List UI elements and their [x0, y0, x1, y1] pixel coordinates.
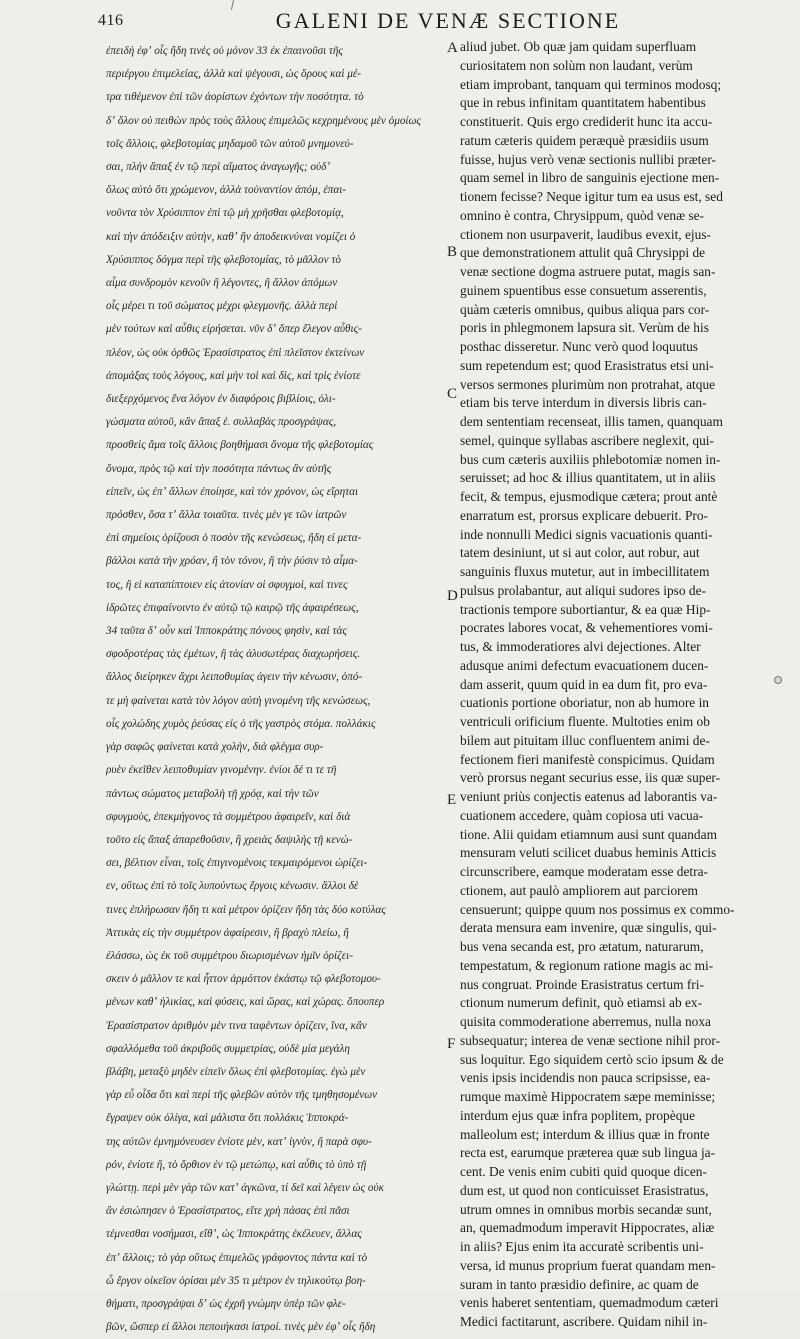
text-line: versa, id munus proprium fuerat quandam men- — [460, 1257, 716, 1273]
text-line: bus vena secanda est, pro ætatum, naturarum, — [460, 939, 704, 954]
text-line: cuationem accedere, quàm copiosa uti vacua- — [460, 807, 704, 823]
text-line: verò prorsus negant securius esse, iis quæ super- — [460, 770, 721, 786]
text-line: σφοδροτέρας τὰς ἐμέτων, ἢ τὰς ἀλυσωτέρας διαχωρήσεις. — [106, 648, 361, 661]
text-line: ρόν, ἐνίοτε ἤ, τὸ ὄρθιον ἐν τῷ μετώπῳ, καὶ αὖθις τὸ ὑπὸ τῇ — [106, 1158, 367, 1171]
text-line: γὰρ εὖ οἶδα ὅτι καὶ περὶ τῆς φλεβῶν αὐτὸν τῆς τμηθησομένων — [106, 1089, 378, 1102]
text-line: ρυὲν ἐκεῖθεν λειποθυμίαν γινομένην. ἐνίοι δέ τι τε τῆ — [106, 764, 337, 777]
text-line: quam semel in libro de sanguinis ejectione men- — [460, 170, 720, 186]
text-line: τινες ἐπλήρωσαν ἤδη τι καὶ μέτρον ὁρίζειν ἤδη τὰς δύο κοτύλας — [106, 903, 386, 916]
text-line: διεξερχόμενος ἕνα λόγον ἐν διαφόροις βιβλίοις, ὀλι- — [106, 393, 336, 406]
text-line: ctionum numerum definit, quò etiamsi ab ex- — [460, 995, 703, 1011]
text-line: βλάβη, μεταξὺ μηδὲν εἰπεῖν ὅλως ἐπὶ φλεβοτομίας. ἐγὼ μὲν — [106, 1065, 366, 1078]
text-line: ἂν ἐσιώπησεν ὁ Ἐρασίστρατος, εἴτε χρὴ πάσας ἐπὶ πᾶσι — [106, 1205, 350, 1218]
text-line: ὦ ἔργον οἰκεῖον ὁρίσαι μὲν 35 τι μέτρον ἐν τηλικούτῳ βοη- — [106, 1274, 366, 1287]
text-line: μὲν τούτων καὶ αὖθις εἰρήσεται. νῦν δʼ ὅπερ ἔλεγον αὖθις- — [106, 323, 362, 336]
text-line: versos sermones plurimùm non protrahat, atque — [460, 376, 716, 392]
text-line: πλέον, ὡς οὐκ ὀρθῶς Ἐρασίστρατος ἐπὶ πλεῖστον ἐκτείνων — [106, 346, 365, 359]
text-line: sus loquitur. Ego siquidem certò scio ipsum & de — [460, 1051, 724, 1067]
text-line: quàm cæteris omnibus, quibus aliqua pars cor- — [460, 301, 710, 317]
text-line: quisita commoderatione aberremus, nulla noxa — [460, 1014, 711, 1029]
text-line: fectionem fieri manifestè conspicimus. Quidam — [460, 751, 715, 767]
text-line: fecit, & tempus, ejusmodique cætera; prout antè — [460, 489, 718, 504]
text-line: pulsus prolabantur, aut aliqui sudores ipso de- — [460, 582, 707, 598]
text-line: aliud jubet. Ob quæ jam quidam superfluam — [460, 39, 697, 54]
text-line: omnino è contra, Chrysippum, quòd venæ se- — [460, 207, 704, 223]
text-line: poris in phlegmonem lapsura sit. Verùm de his — [460, 320, 709, 336]
text-line: τοῖς ἄλλοις, φλεβοτομίας μηδαμοῦ τῶν αὐτοῦ μνημονεύ- — [106, 137, 354, 150]
text-line: εἰπεῖν, ὡς ἐπʼ ἄλλων ἐποίησε, καὶ τὸν χρόνον, ὡς εἴρηται — [106, 485, 359, 498]
greek-text-column — [106, 40, 452, 1339]
text-line: καὶ τὴν ἀπόδειξιν αὐτὴν, καθʼ ἣν ἀποδεικνύναι νομίζει ὁ — [106, 230, 356, 243]
text-line: τος, ἢ εἰ καταπίπτοιεν εἰς ἀτονίαν οἱ σφυγμοὶ, καὶ τινες — [106, 578, 348, 591]
text-line: 34 ταῦτα δʼ οὖν καὶ Ἱπποκράτης πόνους φησὶν, καὶ τὰς — [106, 625, 347, 638]
text-line: sum repetendum est; quod Erasistratus etsi uni- — [460, 357, 714, 373]
text-line: posthac disseretur. Nunc verò quod loquutus — [460, 339, 699, 354]
text-line: Ἐρασίστρατον ἀριθμὸν μὲν τινα ταφέντων ὁρίζειν, ἵνα, κἂν — [106, 1019, 367, 1032]
text-line: inde nonnulli Medici signis vacuationis quanti- — [460, 526, 713, 542]
text-line: οἷς χολώδης χυμὸς ῥεύσας εἰς ὁ τῆς γαστρὸς στόμα. πολλάκις — [106, 717, 376, 730]
text-line: σφαλλόμεθα τοῦ ἀκριβοῦς συμμετρίας, οὐδὲ μία μεγάλη — [106, 1042, 350, 1055]
text-line: Medici factitarunt, ascribere. Quidam nihil in- — [460, 1314, 708, 1329]
text-line: dem sententiam recenseat, illis tamen, quanquam — [460, 414, 723, 429]
text-line: bus cum cæteris auxiliis phlebotomiæ nomen in- — [460, 451, 721, 467]
text-line: tione. Alii quidam etiamnum ausi sunt quandam — [460, 826, 717, 842]
margin-marker-d: D — [447, 588, 458, 604]
text-line: Χρύσιππος δόγμα περὶ τῆς φλεβοτομίας, τὸ μᾶλλον τὸ — [106, 253, 341, 266]
text-line: enarratum est, prorsus explicare debuerit. Pro- — [460, 507, 709, 523]
text-line: venis haberet sententiam, quemadmodum cæteri — [460, 1295, 719, 1311]
text-line: ἐλάσσω, ὡς ἐκ τοῦ συμμέτρου διωρισμένων ἡμῖν ὁρίζει- — [106, 949, 353, 962]
text-line: an, quemadmodum imperavit Hippocrates, aliæ — [460, 1220, 715, 1236]
text-line: σαι, πλὴν ἅπαξ ἐν τῷ περὶ αἵματος ἀναγωγῆς; οὐδʼ — [106, 161, 331, 174]
text-line: que demonstrationem attulit quâ Chrysippi de — [460, 245, 706, 261]
text-line: interdum ejus quæ infra poplitem, propèque — [460, 1107, 696, 1123]
text-line: venæ sectione dogma astruere putat, magis san- — [460, 264, 716, 279]
text-line: suram in tanto præsidio definire, ac quam de — [460, 1276, 699, 1292]
text-line: cent. De venis enim cubiti quid quoque dicen- — [460, 1164, 707, 1179]
text-line: ctionem non usurpaverit, laudibus evexit, ejus- — [460, 226, 712, 242]
text-line: Ἀττικὰς εἰς τὴν συμμέτρον ἀφαίρεσιν, ἢ βραχὺ πλείω, ἢ — [106, 926, 349, 939]
text-line: venis ipsis incidendis non pauca scripsisse, ea- — [460, 1070, 711, 1086]
text-line: etiam improbant, tanquam qui terminos modosq; — [460, 76, 722, 92]
text-line: ἄλλος διείρηκεν ἄχρι λειποθυμίας ἀγειν τὴν κένωσιν, ὁπό- — [106, 671, 363, 684]
text-line: γώσματα αὐτοῦ, κἂν ἅπαξ ἑ. συλλαβὰς προσγράψας, — [106, 416, 337, 429]
text-line: ἀπομάξας τοὺς λόγους, καὶ μὴν τοὶ καὶ δὶς, καὶ τρὶς ἐνίοτε — [106, 369, 361, 382]
text-line: censuerunt; quippe quum nos possimus ex commo- — [460, 901, 735, 917]
text-line: malleolum est; interdum & illius quæ in fronte — [460, 1126, 710, 1142]
text-line: ἔγραψεν οὐκ ὀλίγα, καὶ μάλιστα ὅτι πολλάκις Ἱπποκρά- — [106, 1112, 349, 1125]
text-line: περιέργου ἐπιμελείας, ἀλλὰ καὶ ψέγουσι, ὡς ὅρους καὶ μέ- — [106, 68, 361, 81]
text-line: γλώττῃ. περὶ μὲν γὰρ τῶν κατʼ ἀγκῶνα, τί δεῖ καὶ λέγειν ὡς οὐκ — [106, 1181, 384, 1194]
page-number: 416 — [98, 12, 124, 29]
margin-marker-a: A — [447, 40, 458, 56]
text-line: tatem desiniunt, ut si aut color, aut robur, aut — [460, 545, 700, 561]
text-line: seruisset; ad hoc & illius quantitatem, ut in aliis — [460, 470, 716, 486]
margin-marker-f: F — [447, 1036, 456, 1052]
text-line: προσθεὶς ἅμα τοῖς ἄλλοις βοηθήμασι ὄνομα τῆς φλεβοτομίας — [106, 439, 374, 452]
text-line: dam asserit, quum quid in ea dum fit, pro eva- — [460, 676, 708, 692]
text-line: βάλλοι κατὰ τὴν χρόαν, ἢ τὸν τόνον, ἢ τὴν ῥύσιν τὸ αἷμα- — [106, 555, 358, 568]
text-line: constituerit. Quis ergo crediderit hunc ita accu- — [460, 114, 713, 129]
text-line: bilem aut pituitam illuc confluentem animi de- — [460, 732, 710, 748]
text-line: ἐπʼ ἄλλοις; τὸ γὰρ οὕτως ἐπιμελῶς γράφοντος πάντα καὶ τὸ — [106, 1251, 368, 1264]
text-line: μένων καθʼ ἡλικίας, καὶ φύσεις, καὶ ὥρας, καὶ χώρας. ὅπουπερ — [106, 996, 385, 1009]
running-head: GALENI DE VENÆ SECTIONE — [275, 8, 621, 33]
text-line: semel, quinque syllabas ascribere neglexit, qui- — [460, 432, 714, 448]
text-line: nus congruat. Proinde Erasistratus certum fri- — [460, 976, 704, 992]
text-line: tus, & immoderatiores alvi dejectiones. Alter — [460, 639, 701, 654]
text-line: αἷμα συνδρομὸν κενοῦν ἢ λέγοντες, ἢ ἄλλον ἀπόμων — [106, 277, 338, 290]
text-line: τέμνεσθαι νοσήμασι, εἴθʼ, ὡς Ἱπποκράτης ἐκέλευεν, ἄλλας — [106, 1228, 362, 1241]
text-line: τρα τιθέμενον ἐπὶ τῶν ἀορίστων ἐχόντων τὴν ποσότητα. τὸ — [106, 91, 364, 104]
text-line: σφυγμοὺς, ἐπεκμήγονος τὰ συμμέτρου ἀφαιρεῖν, καὶ διὰ — [106, 810, 351, 823]
text-line: ὄνομα, πρὸς τῷ καὶ τὴν ποσότητα πάντως ἂν αὐτῆς — [106, 462, 332, 475]
text-line: curiositatem non solùm non laudant, verùm — [460, 57, 693, 73]
text-line: sanguinis fluxus mutetur, aut in imbecillitatem — [460, 564, 710, 579]
text-line: σκειν ὁ μᾶλλον τε καὶ ἧττον ἁρμόττον ἑκάστῳ τῷ φλεβοτομου- — [106, 973, 381, 986]
text-line: πάντως σώματος μεταβολὴ τῇ χρόᾳ, καὶ τὴν τῶν — [106, 787, 319, 800]
text-line: ἱδρῶτες ἐπιφαίνοιντο ἐν αὐτῷ τῷ καιρῷ τῆς ἀφαιρέσεως, — [106, 601, 359, 614]
text-line: adusque animi defectum evacuationem ducen- — [460, 657, 709, 673]
text-line: τε μὴ φαίνεται κατὰ τὸν λόγον αὐτὴ γινομένη τῆς κενώσεως, — [106, 694, 371, 707]
text-line: ratum cæteris quidem peræquè præsidiis usum — [460, 132, 709, 148]
text-line: pocrates labores vocat, & vehementiores vomi- — [460, 620, 713, 636]
text-line: fuisse, hujus verò venæ sectionis nullibi præter- — [460, 151, 716, 167]
text-line: ctionem, aut paulò ampliorem aut parciorem — [460, 882, 698, 898]
text-line: εν, οὕτως ἐπὶ τὸ τοῖς λυπούντως ἔργοις κένωσιν. ἄλλοι δὲ — [106, 880, 359, 893]
text-line: recta est, earumque præterea quæ sub lingua ja- — [460, 1145, 716, 1161]
text-line: βῶν, ὥσπερ εἰ ἄλλοι πεποιήκασι ἰατροί. τινὲς μὲν ἐφʼ οἷς ἤδη — [106, 1321, 376, 1334]
margin-marker-e: E — [447, 792, 457, 808]
latin-text-column — [460, 38, 760, 1332]
margin-marker-b: B — [447, 244, 458, 260]
text-line: tractionis tempore subortiantur, & ea quæ Hip- — [460, 601, 711, 617]
text-line: θήματι, προσγράψαι δʼ ὡς ἐχρῆ γνώμην ὑπὲρ τῶν φλε- — [106, 1297, 346, 1310]
text-line: in aliis? Ejus enim ita accuratè scribentis uni- — [460, 1239, 704, 1254]
margin-marker-c: C — [447, 386, 458, 402]
text-line: νοῦντα τὸν Χρύσιππον ἐπὶ τῷ μὴ χρῆσθαι φλεβοτομίᾳ, — [106, 207, 344, 220]
text-line: ἐπειδὴ ἐφʼ οἷς ἤδη τινὲς οὐ μόνον 33 ἐκ ἐπαινοῦσι τῆς — [106, 45, 343, 57]
text-line: que in rebus infinitam quantitatem habentibus — [460, 95, 706, 111]
text-line: δʼ ὅλον οὐ πειθὼν πρὸς τοὺς ἄλλους ἐπιμελῶς κεχρημένους μὲν ὁμοίως — [106, 114, 421, 127]
margin-dot — [774, 676, 782, 684]
text-line: tionem fecisse? Neque igitur tum ea usus est, sed — [460, 189, 723, 204]
text-line: ventriculi orificium fluente. Multoties enim ob — [460, 714, 710, 729]
text-line: veniunt priùs conjectis eatenus ad laborantis va- — [460, 789, 718, 804]
text-line: τοῦτο εἰς ἅπαξ ἀπαρεθοῦσιν, ἢ χρειὰς δαψιλὴς τῇ κενώ- — [106, 833, 353, 846]
text-line: ὅλως αὐτὸ ὅτι χρώμενον, ἀλλὰ τοὐναντίον ἀπόμ, ἐπαι- — [106, 184, 347, 197]
stray-mark — [231, 0, 234, 10]
text-line: circunscribere, eamque moderatam esse detra- — [460, 864, 708, 879]
text-line: derata mensura eam invenire, quæ singulis, qui- — [460, 920, 717, 936]
text-line: γὰρ σαφῶς φαίνεται κατὰ χολὴν, διὰ φλέγμα συρ- — [106, 741, 324, 754]
text-line: οἷς μέρει τι τοῦ σώματος μέχρι φλεγμονῆς. ἀλλὰ περὶ — [106, 300, 338, 313]
text-line: της αὐτῶν ἐμνημόνευσεν ἐνίοτε μὲν, κατʼ ἰγνὺν, ἢ παρὰ σφυ- — [106, 1135, 372, 1148]
text-line: etiam bis terve interdum in diversis libris can- — [460, 395, 707, 411]
text-line: dum est, ut quod non conticuisset Erasistratus, — [460, 1182, 709, 1198]
text-line: πρόσθεν, ὅσα τʼ ἄλλα τοιαῦτα. τινὲς μὲν γε τῶν ἰατρῶν — [106, 509, 347, 522]
text-line: tempestatum, & regionum ratione magis ac mi- — [460, 957, 714, 973]
text-line: mensuram veluti scilicet duabus heminis Atticis — [460, 845, 717, 861]
text-line: subsequatur; interea de venæ sectione nihil pror- — [460, 1032, 721, 1048]
text-line: rumque maximè Hippocratem sæpe meminisse; — [460, 1089, 716, 1104]
text-line: cuationis portione oboriatur, non ab humore in — [460, 695, 709, 711]
text-line: ἐπὶ σημείοις ὁρίζουσι ὁ ποσὸν τῆς κενώσεως, ἤδη εἰ μετα- — [106, 532, 362, 545]
text-line: guinem spuentibus esse consuetum asserentis, — [460, 282, 707, 298]
text-line: σει, βέλτιον εἶναι, τοῖς ἐπιγινομένοις τεκμαιρόμενοι ὡρίζει- — [106, 857, 368, 870]
text-line: utrum omnes in omnibus morbis secandæ sunt, — [460, 1201, 712, 1217]
